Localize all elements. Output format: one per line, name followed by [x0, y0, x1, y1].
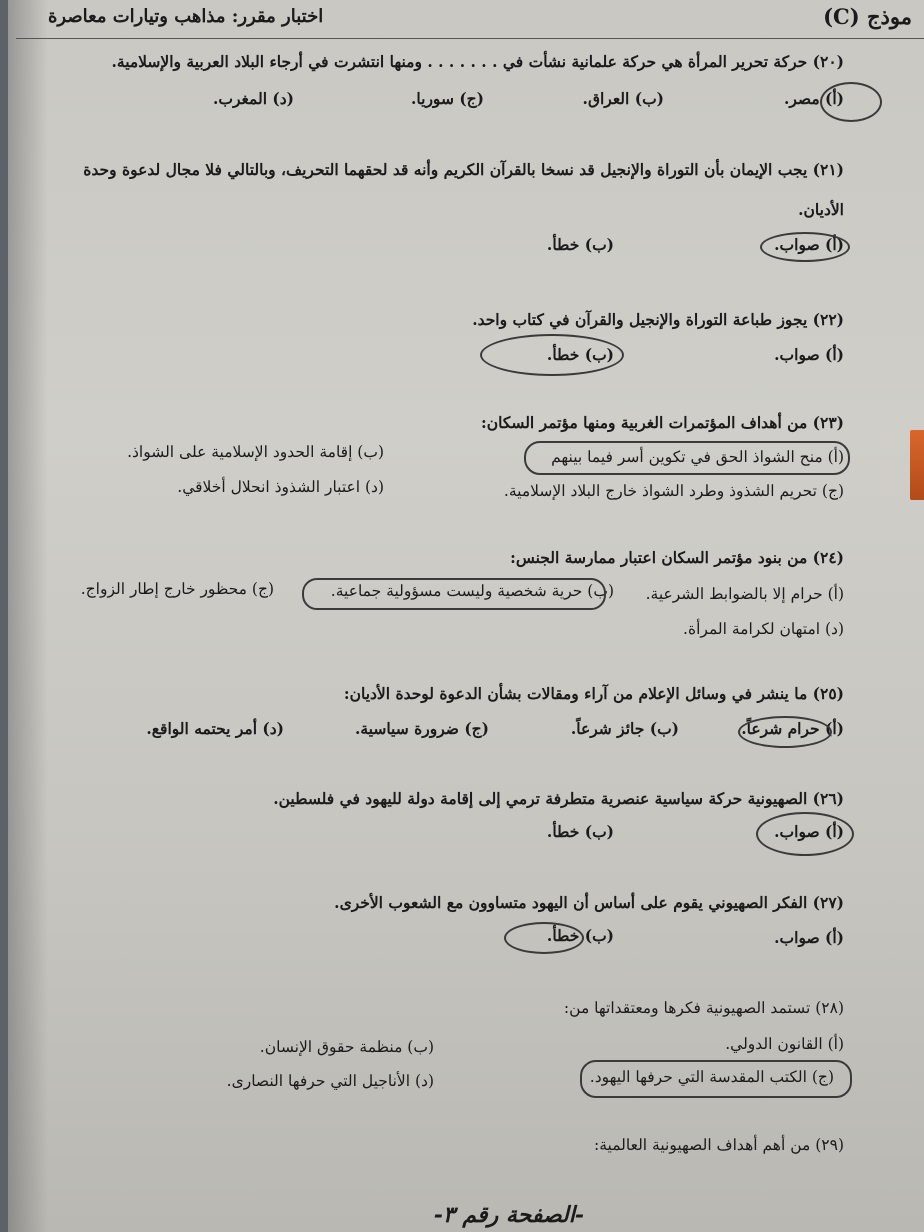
q23-answer-circle [524, 441, 850, 475]
q25-option-d: (د) أمر يحتمه الواقع. [146, 719, 284, 738]
q20-option-d: (د) المغرب. [213, 89, 294, 108]
q25-option-b: (ب) جائز شرعاً. [570, 719, 679, 738]
q25-answer-circle [738, 716, 832, 748]
q22-option-a: (أ) صواب. [774, 345, 844, 364]
q28-option-c: (ج) الكتب المقدسة التي حرفها اليهود. [589, 1068, 834, 1086]
q29-stem: (٢٩) من أهم أهداف الصهيونية العالمية: [593, 1136, 844, 1154]
q27-option-b: (ب) خطأ. [546, 926, 614, 945]
q21-option-b: (ب) خطأ. [546, 235, 614, 254]
q20-stem: (٢٠) حركة تحرير المرأة هي حركة علمانية نشأت في . . . . . . . ومنها انتشرت في أرجاء البلاد العربية والإسلامية. [111, 52, 844, 71]
q23-stem: (٢٣) من أهداف المؤتمرات الغربية ومنها مؤتمر السكان: [481, 413, 844, 432]
q22-stem: (٢٢) يجوز طباعة التوراة والإنجيل والقرآن في كتاب واحد. [472, 310, 844, 329]
q21-stem-line2: الأديان. [798, 200, 844, 219]
q24-stem: (٢٤) من بنود مؤتمر السكان اعتبار ممارسة الجنس: [510, 548, 844, 567]
q20-answer-circle [820, 82, 882, 122]
q27-answer-circle [504, 922, 584, 954]
q28-option-a: (أ) القانون الدولي. [725, 1035, 844, 1053]
q28-option-d: (د) الأناجيل التي حرفها النصارى. [226, 1072, 434, 1090]
q21-stem-line1: (٢١) يجب الإيمان بأن التوراة والإنجيل قد نسخا بالقرآن الكريم وأنه قد لحقهما التحريف، وبالتالي فلا مجال لدعوة وحدة [83, 160, 844, 179]
q28-option-b: (ب) منظمة حقوق الإنسان. [259, 1038, 434, 1056]
q23-option-d: (د) اعتبار الشذوذ انحلال أخلاقي. [177, 478, 384, 496]
q25-stem: (٢٥) ما ينشر في وسائل الإعلام من آراء ومقالات بشأن الدعوة لوحدة الأديان: [343, 684, 844, 703]
q26-option-a: (أ) صواب. [774, 822, 844, 841]
page-shadow [8, 0, 48, 1232]
q21-answer-circle [760, 232, 850, 262]
q23-option-c: (ج) تحريم الشذوذ وطرد الشواذ خارج البلاد الإسلامية. [503, 482, 844, 500]
q28-answer-circle [580, 1060, 852, 1098]
q24-option-c: (ج) محظور خارج إطار الزواج. [80, 580, 274, 598]
q24-option-d: (د) امتهان لكرامة المرأة. [683, 620, 844, 638]
q27-stem: (٢٧) الفكر الصهيوني يقوم على أساس أن اليهود متساوون مع الشعوب الأخرى. [334, 893, 844, 912]
q23-option-a: (أ) منح الشواذ الحق في تكوين أسر فيما بينهم [551, 448, 844, 466]
header-divider [16, 38, 924, 39]
exam-page [8, 0, 924, 1232]
q22-answer-circle [480, 334, 624, 376]
exam-model-label: موذج (C) [823, 4, 912, 29]
q26-answer-circle [756, 812, 854, 856]
q26-stem: (٢٦) الصهيونية حركة سياسية عنصرية متطرفة ترمي إلى إقامة دولة لليهود في فلسطين. [273, 789, 844, 808]
q22-option-b: (ب) خطأ. [546, 345, 614, 364]
q20-option-c: (ج) سوريا. [411, 89, 484, 108]
side-tab [910, 430, 924, 500]
exam-title: اختبار مقرر: مذاهب وتيارات معاصرة [48, 6, 324, 27]
q23-option-b: (ب) إقامة الحدود الإسلامية على الشواذ. [127, 443, 384, 461]
q24-option-b: (ب) حرية شخصية وليست مسؤولية جماعية. [330, 582, 614, 600]
q20-option-a: (أ) مصر. [783, 89, 844, 108]
q25-option-c: (ج) ضرورة سياسية. [354, 719, 489, 738]
q24-answer-circle [302, 578, 606, 610]
q25-option-a: (أ) حرام شرعاً. [741, 719, 844, 738]
q27-option-a: (أ) صواب. [774, 928, 844, 947]
q21-option-a: (أ) صواب. [774, 235, 844, 254]
q24-option-a: (أ) حرام إلا بالضوابط الشرعية. [645, 585, 844, 603]
q20-option-b: (ب) العراق. [582, 89, 664, 108]
q26-option-b: (ب) خطأ. [546, 822, 614, 841]
page-number-footer: -الصفحة رقم ٣- [433, 1202, 584, 1228]
q28-stem: (٢٨) تستمد الصهيونية فكرها ومعتقداتها من: [563, 999, 844, 1017]
